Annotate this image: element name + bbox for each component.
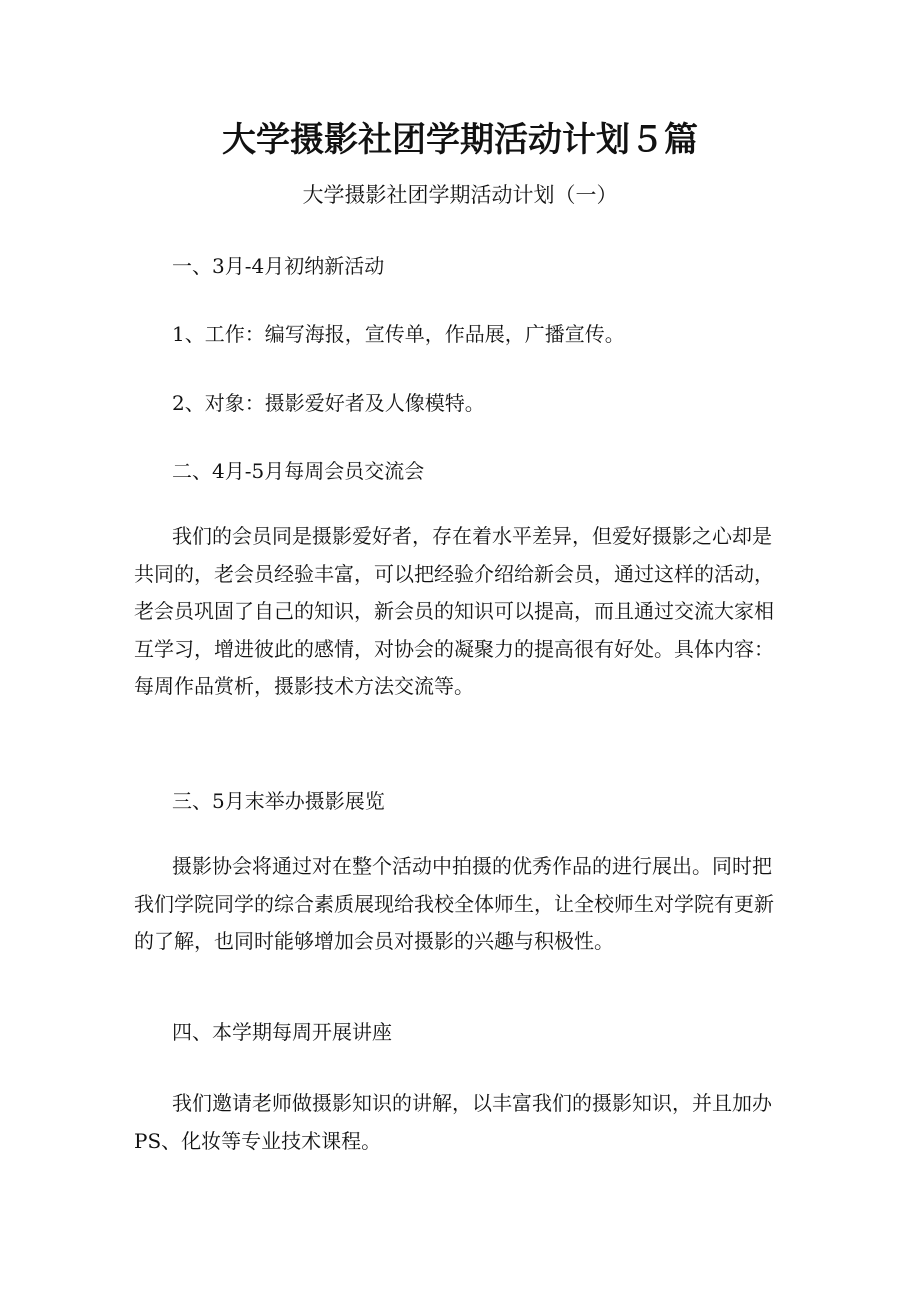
paragraph-line: 摄影协会将通过对在整个活动中拍摄的优秀作品的进行展出。同时把: [172, 854, 772, 878]
paragraph-line: 每周作品赏析，摄影技术方法交流等。: [134, 674, 474, 698]
section-2-paragraph: [134, 518, 790, 706]
paragraph-line: 共同的，老会员经验丰富，可以把经验介绍给新会员，通过这样的活动，: [134, 561, 774, 586]
section-heading-3: 三、5月末举办摄影展览: [172, 789, 385, 813]
document-title: 大学摄影社团学期活动计划５篇: [222, 120, 698, 160]
paragraph-line: 我们学院同学的综合素质展现给我校全体师生，让全校师生对学院有更新: [134, 891, 774, 916]
paragraph-line: PS、化妆等专业技术课程。: [134, 1128, 382, 1153]
paragraph-line: 老会员巩固了自己的知识，新会员的知识可以提高，而且通过交流大家相: [134, 599, 774, 623]
section-4-paragraph: [134, 1085, 790, 1160]
section-3-paragraph: [134, 848, 790, 961]
paragraph-line: 的了解，也同时能够增加会员对摄影的兴趣与积极性。: [134, 929, 614, 953]
section-heading-2: 二、4月-5月每周会员交流会: [172, 459, 425, 483]
section-heading-1: 一、3月-4月初纳新活动: [172, 254, 385, 278]
paragraph-line: 我们邀请老师做摄影知识的讲解，以丰富我们的摄影知识，并且加办: [172, 1091, 772, 1115]
section-1-item-2: 2、对象：摄影爱好者及人像模特。: [172, 391, 485, 415]
paragraph-line: 我们的会员同是摄影爱好者，存在着水平差异，但爱好摄影之心却是: [172, 524, 772, 548]
document-subtitle: 大学摄影社团学期活动计划（一）: [302, 183, 618, 207]
paragraph-line: 互学习，增进彼此的感情，对协会的凝聚力的提高很有好处。具体内容：: [134, 636, 774, 661]
section-heading-4: 四、本学期每周开展讲座: [172, 1020, 392, 1044]
section-1-item-1: 1、工作：编写海报，宣传单，作品展，广播宣传。: [172, 322, 625, 346]
